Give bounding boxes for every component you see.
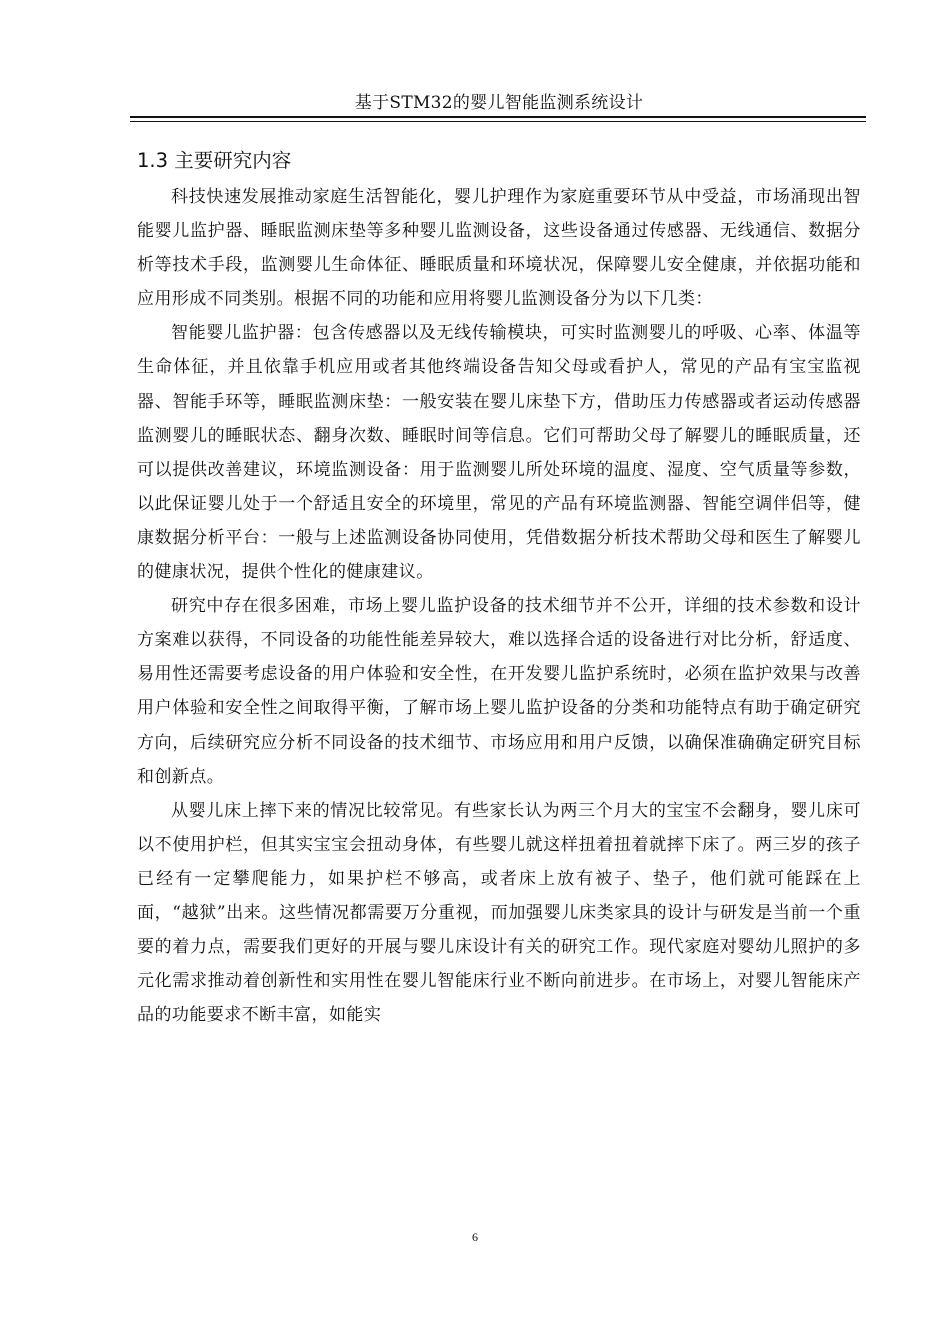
header-rule-thick	[130, 116, 866, 118]
section-heading: 1.3 主要研究内容	[137, 149, 292, 172]
body-text	[137, 180, 861, 1032]
page-number: 6	[472, 1230, 478, 1244]
paragraph-research-difficulties: 研究中存在很多困难，市场上婴儿监护设备的技术细节并不公开，详细的技术参数和设计方案难以获得，不同设备的功能性能差异较大，难以选择合适的设备进行对比分析，舒适度、易用性还需要考虑设备的用户体验和安全性，在开发婴儿监护系统时，必须在监护效果与改善用户体验和安全性之间取得平衡，了解市场上婴儿监护设备的分类和功能特点有助于确定研究方向，后续研究应分析不同设备的技术细节、市场应用和用户反馈，以确保准确确定研究目标和创新点。	[137, 596, 861, 787]
paragraph-device-categories: 智能婴儿监护器：包含传感器以及无线传输模块，可实时监测婴儿的呼吸、心率、体温等生命体征，并且依靠手机应用或者其他终端设备告知父母或看护人，常见的产品有宝宝监视器、智能手环等，睡眠监测床垫：一般安装在婴儿床垫下方，借助压力传感器或者运动传感器监测婴儿的睡眠状态、翻身次数、睡眠时间等信息。它们可帮助父母了解婴儿的睡眠质量，还可以提供改善建议，环境监测设备：用于监测婴儿所处环境的温度、湿度、空气质量等参数，以此保证婴儿处于一个舒适且安全的环境里，常见的产品有环境监测器、智能空调伴侣等，健康数据分析平台：一般与上述监测设备协同使用，凭借数据分析技术帮助父母和医生了解婴儿的健康状况，提供个性化的健康建议。	[137, 323, 861, 583]
running-header: 基于STM32的婴儿智能监测系统设计	[354, 93, 644, 113]
paragraph-crib-falls: 从婴儿床上摔下来的情况比较常见。有些家长认为两三个月大的宝宝不会翻身，婴儿床可以不使用护栏，但其实宝宝会扭动身体，有些婴儿就这样扭着扭着就摔下床了。两三岁的孩子已经有一定攀爬能力，如果护栏不够高，或者床上放有被子、垫子，他们就可能踩在上面，“越狱”出来。这些情况都需要万分重视，而加强婴儿床类家具的设计与研发是当前一个重要的着力点，需要我们更好的开展与婴儿床设计有关的研究工作。现代家庭对婴幼儿照护的多元化需求推动着创新性和实用性在婴儿智能床行业不断向前进步。在市场上，对婴儿智能床产品的功能要求不断丰富，如能实	[137, 800, 861, 1026]
header-rule-thin	[130, 121, 866, 122]
paragraph-device-overview: 科技快速发展推动家庭生活智能化，婴儿护理作为家庭重要环节从中受益，市场涌现出智能婴儿监护器、睡眠监测床垫等多种婴儿监测设备，这些设备通过传感器、无线通信、数据分析等技术手段，监测婴儿生命体征、睡眠质量和环境状况，保障婴儿安全健康，并依据功能和应用形成不同类别。根据不同的功能和应用将婴儿监测设备分为以下几类：	[137, 187, 861, 310]
